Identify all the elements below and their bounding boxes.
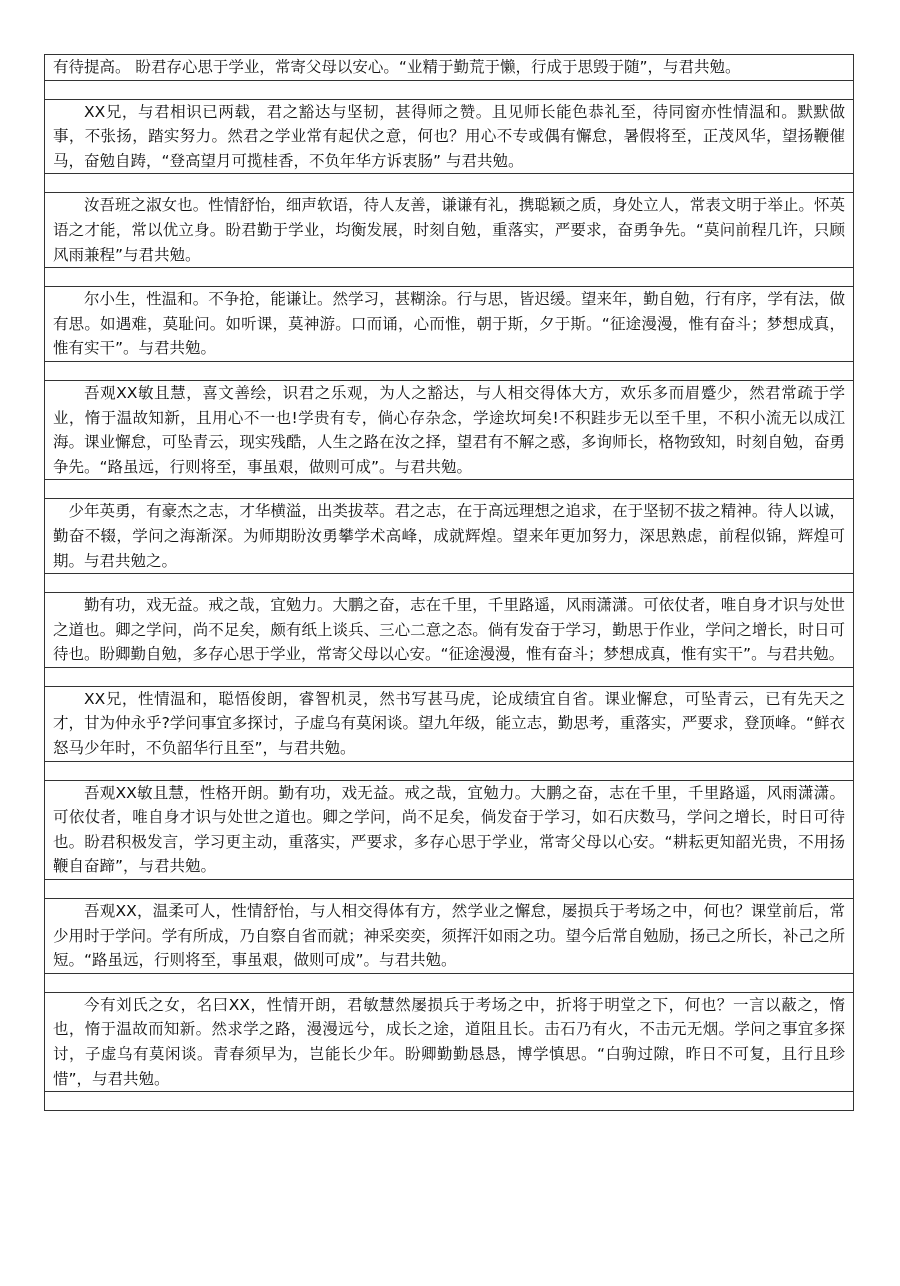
comment-table [44,54,854,1111]
table-row [45,80,854,99]
comment-cell [45,899,854,974]
empty-row [45,667,854,686]
table-row [45,686,854,761]
empty-row [45,880,854,899]
empty-row [45,361,854,380]
comment-cell [45,780,854,879]
table-row [45,55,854,81]
empty-row [45,973,854,992]
comment-text: 吾观XX敏且慧，性格开朗。勤有功，戏无益。戒之哉，宜勉力。大鹏之奋，志在千里，千里路遥，风雨潇潇。可依仗者，唯自身才识与处世之道也。卿之学问，尚不足矣，倘发奋于学习，如石庆数马，学问之增长，时日可待也。盼君积极发言，学习更主动，重落实，严要求，多存心思于学业，常寄父母以心安。“耕耘更知韶光贵，不用扬鞭自奋蹄”，与君共勉。 [53,783,845,876]
comment-text: XX兄，性情温和，聪悟俊朗，睿智机灵，然书写甚马虎，论成绩宜自省。课业懈怠，可坠青云，已有先天之才，甘为仲永乎?学问事宜多探讨，子虚乌有莫闲谈。望九年级，能立志，勤思考，重落实，严要求，登顶峰。“鲜衣怒马少年时，不负韶华行且至”，与君共勉。 [53,689,845,758]
comment-cell [45,55,854,81]
comment-cell [45,686,854,761]
comment-cell [45,193,854,268]
comment-text: 汝吾班之淑女也。性情舒怡，细声软语，待人友善，谦谦有礼，携聪颖之质，身处立人，常表文明于举止。怀英语之才能，常以优立身。盼君勤于学业，均衡发展，时刻自勉，重落实，严要求，奋勇争先。“莫问前程几许，只顾风雨兼程”与君共勉。 [53,196,845,264]
table-row [45,499,854,574]
table-row [45,780,854,879]
comment-text: 少年英勇，有豪杰之志，才华横溢，出类拔萃。君之志，在于高远理想之追求，在于坚韧不拔之精神。待人以诚，勤奋不辍，学问之海渐深。为师期盼汝勇攀学术高峰，成就辉煌。望来年更加努力，深思熟虑，前程似锦，辉煌可期。与君共勉之。 [53,502,845,570]
table-row [45,973,854,992]
comment-text: 尔小生，性温和。不争抢，能谦让。然学习，甚糊涂。行与思，皆迟缓。望来年，勤自勉，行有序，学有法，做有思。如遇难，莫耻问。如听课，莫神游。口而诵，心而惟，朝于斯，夕于斯。“征途漫漫，惟有奋斗；梦想成真，惟有实干”。与君共勉。 [53,290,845,358]
table-row [45,361,854,380]
comment-text: 有待提高。 盼君存心思于学业，常寄父母以安心。“业精于勤荒于懒，行成于思毁于随”，与君共勉。 [53,58,741,76]
comment-cell [45,593,854,668]
table-row [45,480,854,499]
table-row [45,593,854,668]
comment-text: 吾观XX，温柔可人，性情舒怡，与人相交得体有方，然学业之懈怠，屡损兵于考场之中，何也？课堂前后，常少用时于学问。学有所成，乃自察自省而就；神采奕奕，须挥汗如雨之功。望今后常自勉励，扬己之所长，补己之所短。“路虽远，行则将至，事虽艰，做则可成”。与君共勉。 [53,902,845,970]
table-row [45,880,854,899]
table-row [45,667,854,686]
comment-cell [45,380,854,479]
comment-text: 吾观XX敏且慧，喜文善绘，识君之乐观，为人之豁达，与人相交得体大方，欢乐多而眉蹙少，然君常疏于学业，惰于温故知新，且用心不一也!学贵有专，倘心存杂念，学途坎坷矣!不积跬步无以至千里，不积小流无以成江海。课业懈怠，可坠青云，现实残酷，人生之路在汝之择，望君有不解之惑，多询师长，格物致知，时刻自勉，奋勇争先。“路虽远，行则将至，事虽艰，做则可成”。与君共勉。 [53,383,845,476]
comment-cell [45,287,854,362]
table-row [45,992,854,1091]
comment-table-page [44,54,854,1111]
empty-row [45,268,854,287]
empty-row [45,574,854,593]
table-row [45,899,854,974]
table-row [45,574,854,593]
empty-row [45,1092,854,1111]
empty-row [45,80,854,99]
empty-row [45,761,854,780]
table-row [45,1092,854,1111]
comment-text: XX兄，与君相识已两载，君之豁达与坚韧，甚得师之赞。且见师长能色恭礼至，待同窗亦性情温和。默默做事，不张扬，踏实努力。然君之学业常有起伏之意，何也？用心不专或偶有懈怠，暑假将至，正茂风华，望扬鞭催马，奋勉自踌，“登高望月可揽桂香，不负年华方诉衷肠” 与君共勉。 [53,102,845,170]
comment-cell [45,99,854,174]
empty-row [45,480,854,499]
table-row [45,761,854,780]
table-row [45,268,854,287]
table-row [45,99,854,174]
table-row [45,193,854,268]
table-row [45,174,854,193]
comment-cell [45,992,854,1091]
empty-row [45,174,854,193]
comment-text: 勤有功，戏无益。戒之哉，宜勉力。大鹏之奋，志在千里，千里路遥，风雨潇潇。可依仗者，唯自身才识与处世之道也。卿之学问，尚不足矣，颇有纸上谈兵、三心二意之态。倘有发奋于学习，勤思于作业，学问之增长，时日可待也。盼卿勤自勉，多存心思于学业，常寄父母以心安。“征途漫漫，惟有奋斗；梦想成真，惟有实干”。与君共勉。 [53,596,845,664]
table-row [45,380,854,479]
table-row [45,287,854,362]
comment-cell [45,499,854,574]
comment-text: 今有刘氏之女，名曰XX，性情开朗，君敏慧然屡损兵于考场之中，折将于明堂之下，何也？一言以蔽之，惰也，惰于温故而知新。然求学之路，漫漫远兮，成长之途，道阻且长。击石乃有火，不击元无烟。学问之事宜多探讨，子虚乌有莫闲谈。青春须早为，岂能长少年。盼卿勤勤恳恳，博学慎思。“白驹过隙，昨日不可复，且行且珍惜”，与君共勉。 [53,995,845,1088]
